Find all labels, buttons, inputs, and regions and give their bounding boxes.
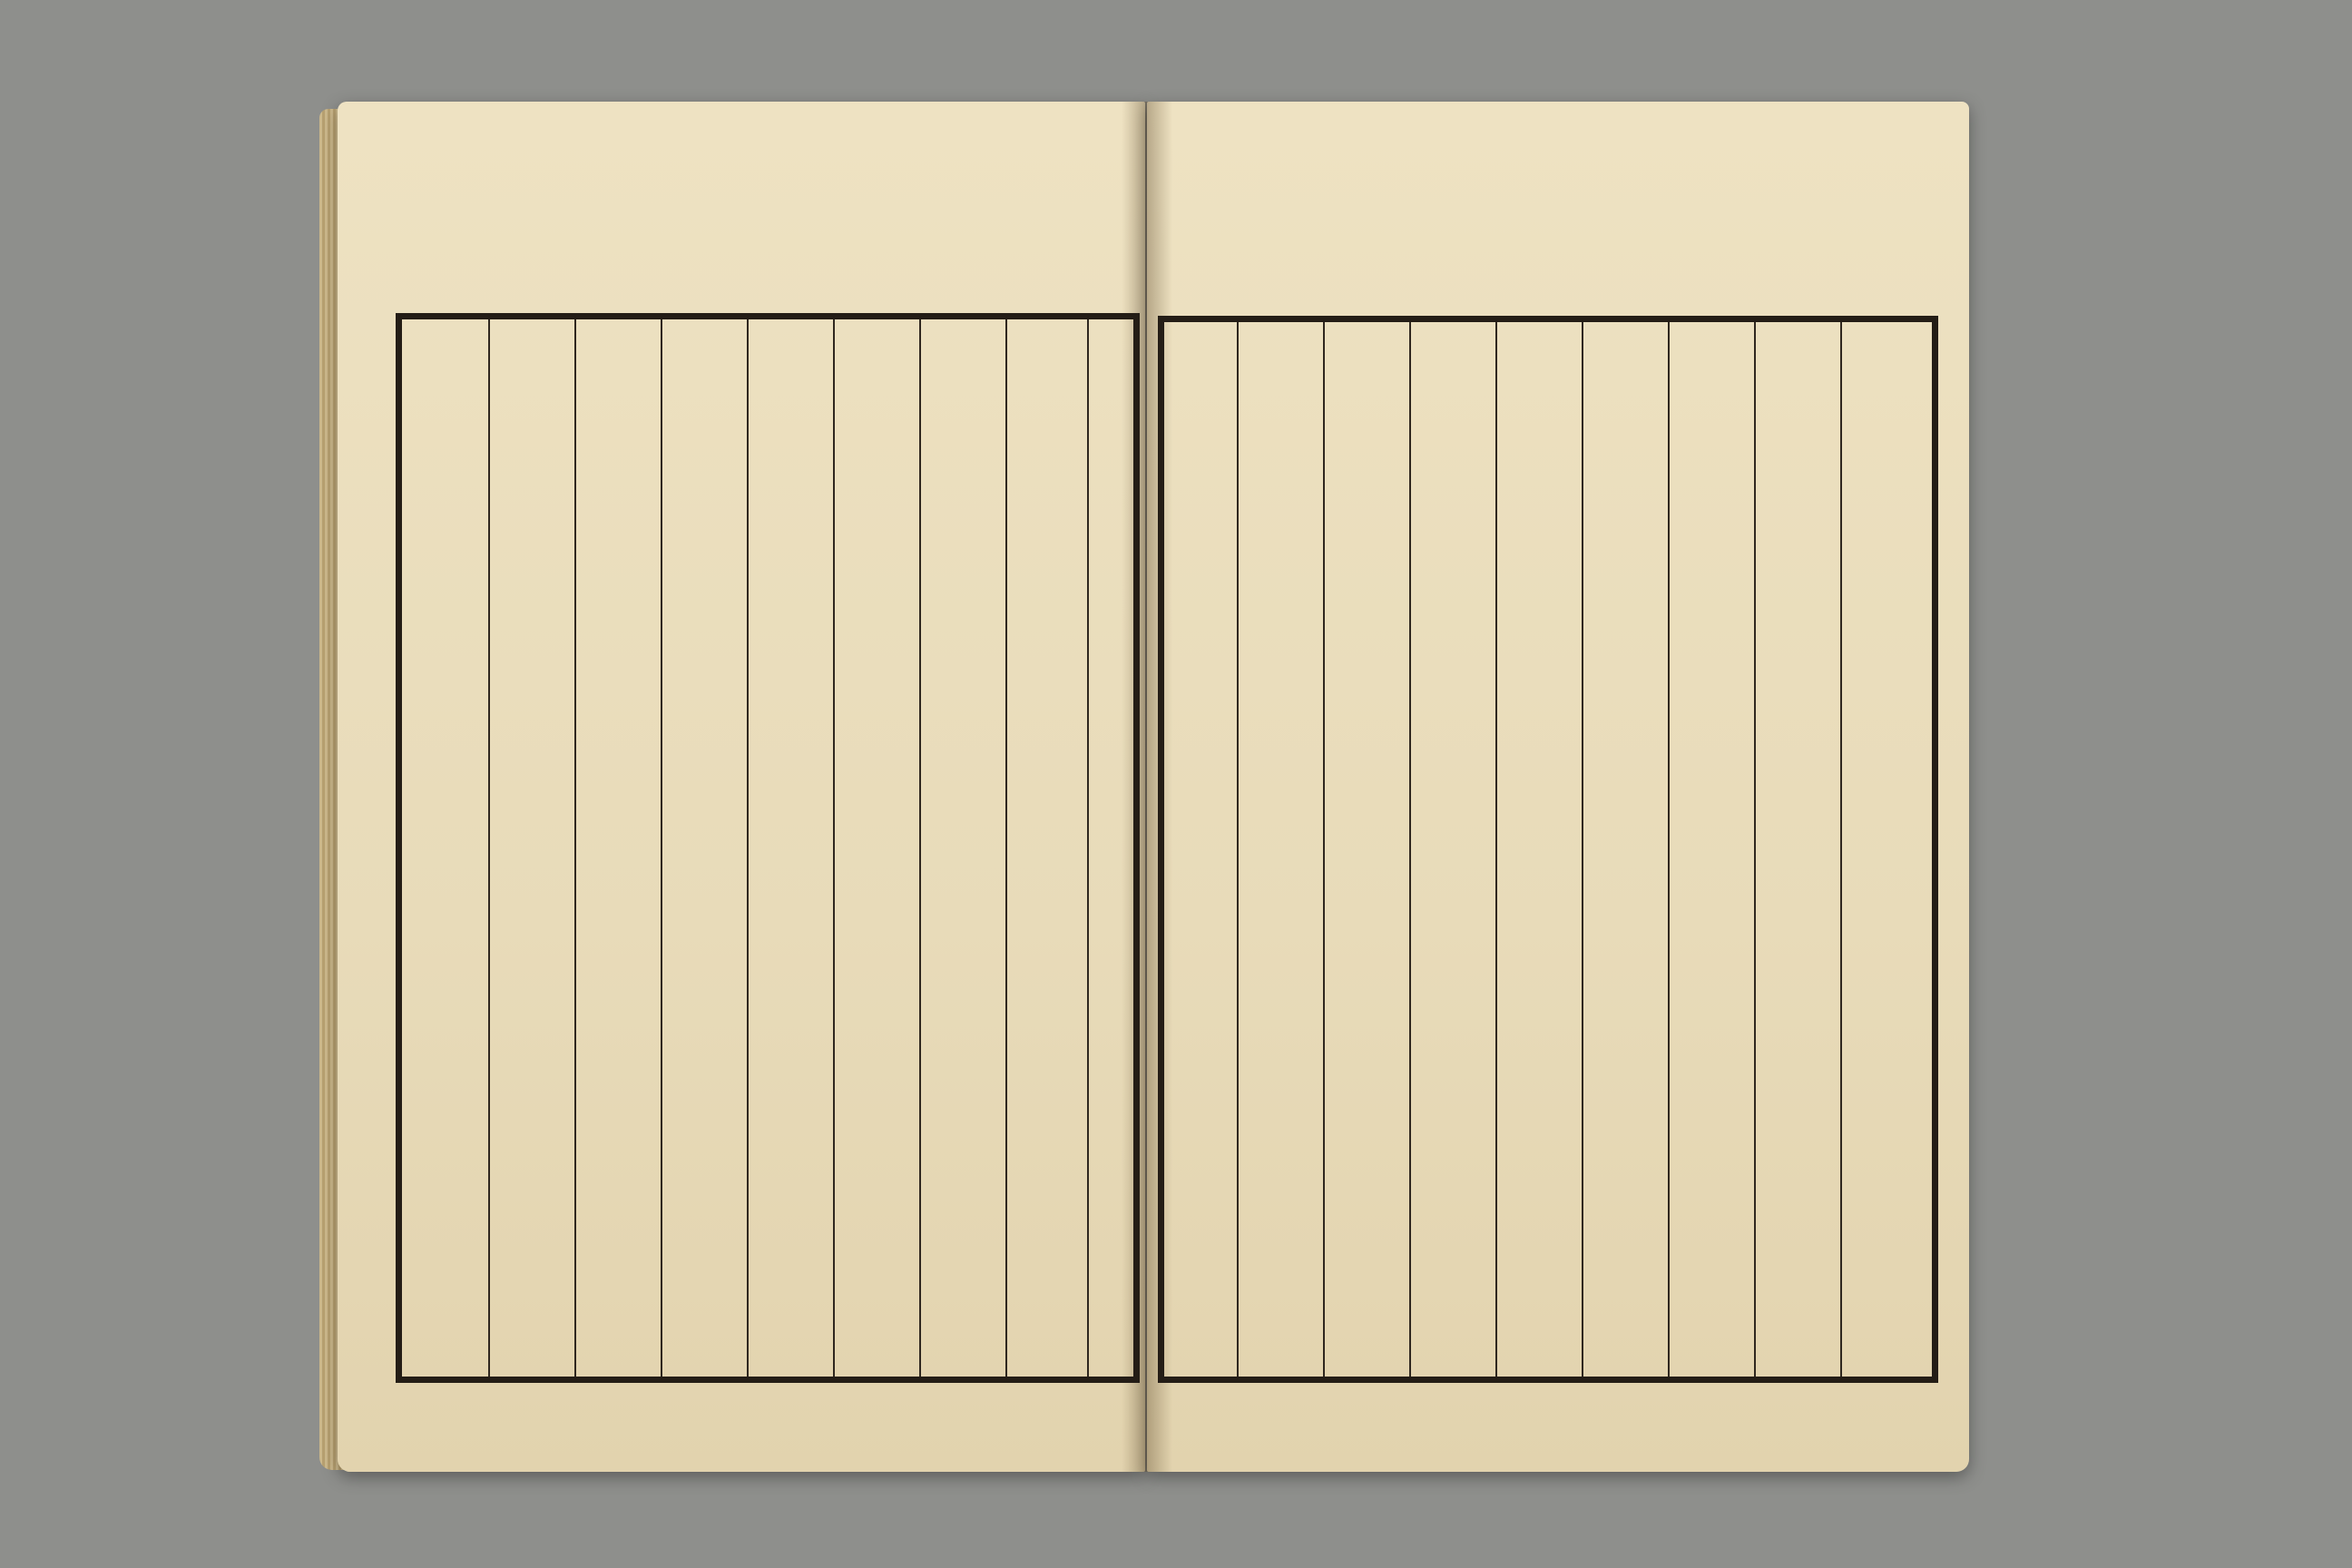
column-rule bbox=[1409, 322, 1411, 1377]
column-rule bbox=[1668, 322, 1670, 1377]
column-rule bbox=[488, 319, 490, 1377]
left-page-frame bbox=[396, 313, 1140, 1383]
column-rule bbox=[1840, 322, 1842, 1377]
column-rule bbox=[1495, 322, 1497, 1377]
column-rule bbox=[1237, 322, 1239, 1377]
column-rule bbox=[1087, 319, 1089, 1377]
column-rule bbox=[661, 319, 662, 1377]
column-rule bbox=[1754, 322, 1756, 1377]
column-rule bbox=[833, 319, 835, 1377]
column-rule bbox=[574, 319, 576, 1377]
column-rule bbox=[747, 319, 749, 1377]
column-rule bbox=[919, 319, 921, 1377]
right-page-frame bbox=[1158, 316, 1938, 1383]
column-rule bbox=[1005, 319, 1007, 1377]
column-rule bbox=[1582, 322, 1583, 1377]
column-rule bbox=[1323, 322, 1325, 1377]
